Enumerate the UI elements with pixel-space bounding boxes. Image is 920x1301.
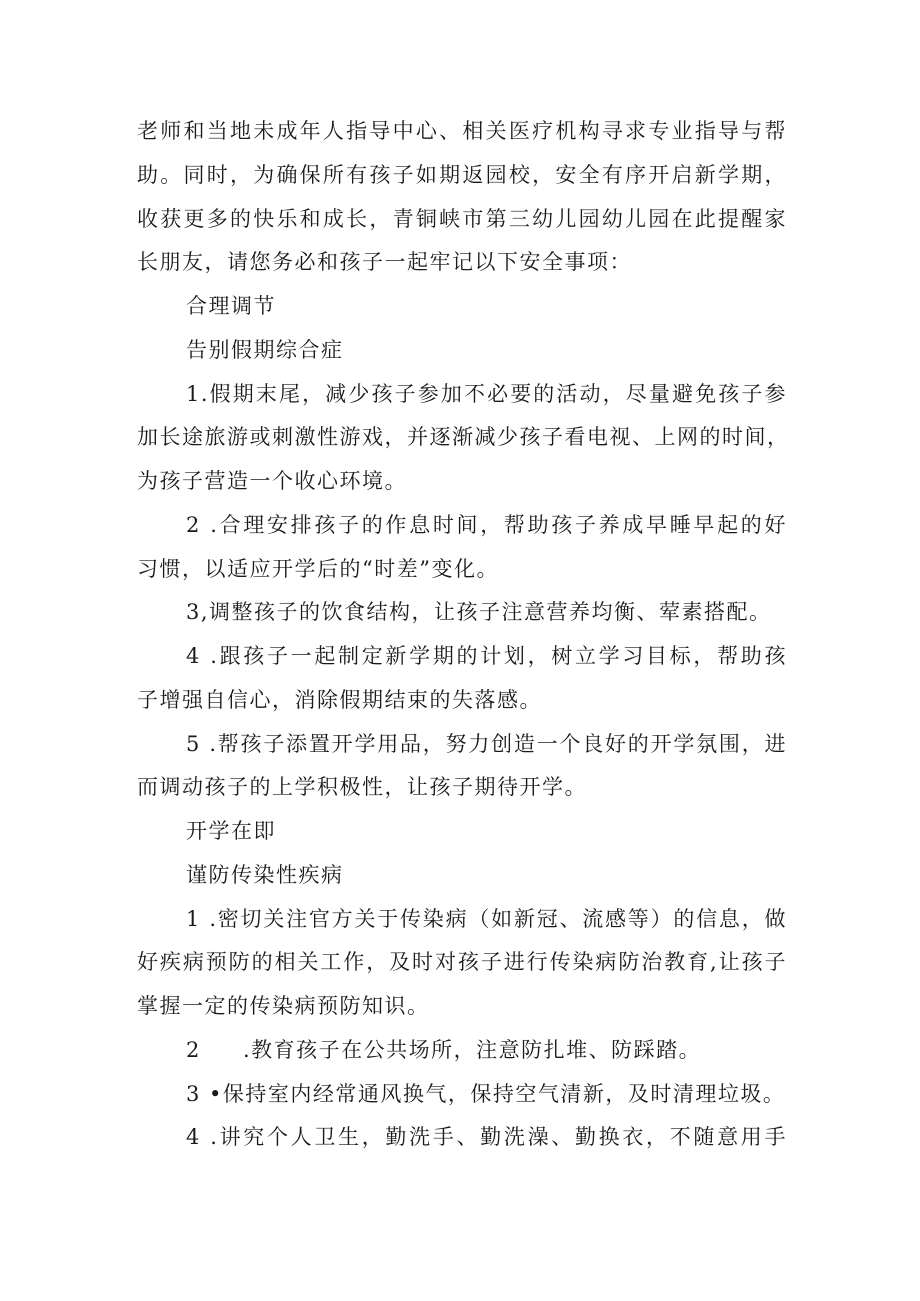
list-item — [137, 373, 790, 504]
list-item — [137, 591, 787, 635]
list-item — [137, 504, 787, 592]
list-item — [137, 1116, 787, 1160]
text-line: 而调动孩子的上学积极性，让孩子期待开学。 — [137, 775, 587, 800]
text-line: 3 •保持室内经常通风换气，保持空气清新，及时清理垃圾。 — [186, 1081, 786, 1106]
text-line: 5 .帮孩子添置开学用品，努力创造一个良好的开学氛围，进 — [186, 731, 787, 756]
text-line: 4 .跟孩子一起制定新学期的计划，树立学习目标，帮助孩 — [186, 644, 787, 668]
list-item — [137, 1073, 787, 1117]
text-line: 收获更多的快乐和成长，青铜峡市第三幼儿园幼儿园在此提醒家 — [137, 206, 787, 231]
text-line: 好疾病预防的相关工作，及时对孩子进行传染病防治教育,让孩子 — [137, 950, 787, 975]
text-line: 子增强自信心，消除假期结束的失落感。 — [137, 687, 542, 712]
section-subheading — [137, 854, 787, 898]
list-item — [137, 1029, 787, 1073]
document-body — [137, 110, 790, 1160]
heading-line: 合理调节 — [186, 294, 276, 318]
text-line: 4 .讲究个人卫生，勤洗手、勤洗澡、勤换衣，不随意用手 — [186, 1125, 787, 1150]
section-heading — [137, 285, 787, 329]
text-line: 长朋友，请您务必和孩子一起牢记以下安全事项： — [137, 250, 632, 275]
text-line: 助。同时，为确保所有孩子如期返园校，安全有序开启新学期， — [137, 162, 787, 187]
heading-line: 谨防传染性疾病 — [186, 862, 344, 887]
text-line: 习惯，以适应开学后的“时差”变化。 — [137, 556, 499, 581]
text-line — [137, 1029, 787, 1073]
section-heading — [137, 810, 787, 854]
list-number: 2 — [186, 1037, 201, 1062]
list-item — [137, 635, 787, 723]
paragraph-continuation — [137, 110, 787, 285]
section-subheading — [137, 329, 787, 373]
text-line: 老师和当地未成年人指导中心、相关医疗机构寻求专业指导与帮 — [137, 119, 787, 143]
heading-line: 开学在即 — [186, 819, 276, 843]
text-line: 掌握一定的传染病预防知识。 — [137, 994, 430, 1018]
text-line: 3,调整孩子的饮食结构，让孩子注意营养均衡、荤素搭配。 — [186, 600, 772, 625]
list-item — [137, 898, 787, 1029]
list-text: .教育孩子在公共场所，注意防扎堆、防踩踏。 — [243, 1037, 702, 1062]
list-item — [137, 723, 787, 811]
text-line: 1 .密切关注官方关于传染病（如新冠、流感等）的信息，做 — [186, 906, 787, 931]
heading-line: 告别假期综合症 — [186, 337, 344, 362]
text-line: 为孩子营造一个收心环境。 — [137, 469, 407, 493]
text-line: 1.假期末尾，减少孩子参加不必要的活动，尽量避免孩子参 — [186, 381, 787, 406]
text-line: 2 .合理安排孩子的作息时间，帮助孩子养成早睡早起的好 — [186, 512, 787, 537]
text-line: 加长途旅游或刺激性游戏，并逐渐减少孩子看电视、上网的时间， — [137, 425, 790, 450]
